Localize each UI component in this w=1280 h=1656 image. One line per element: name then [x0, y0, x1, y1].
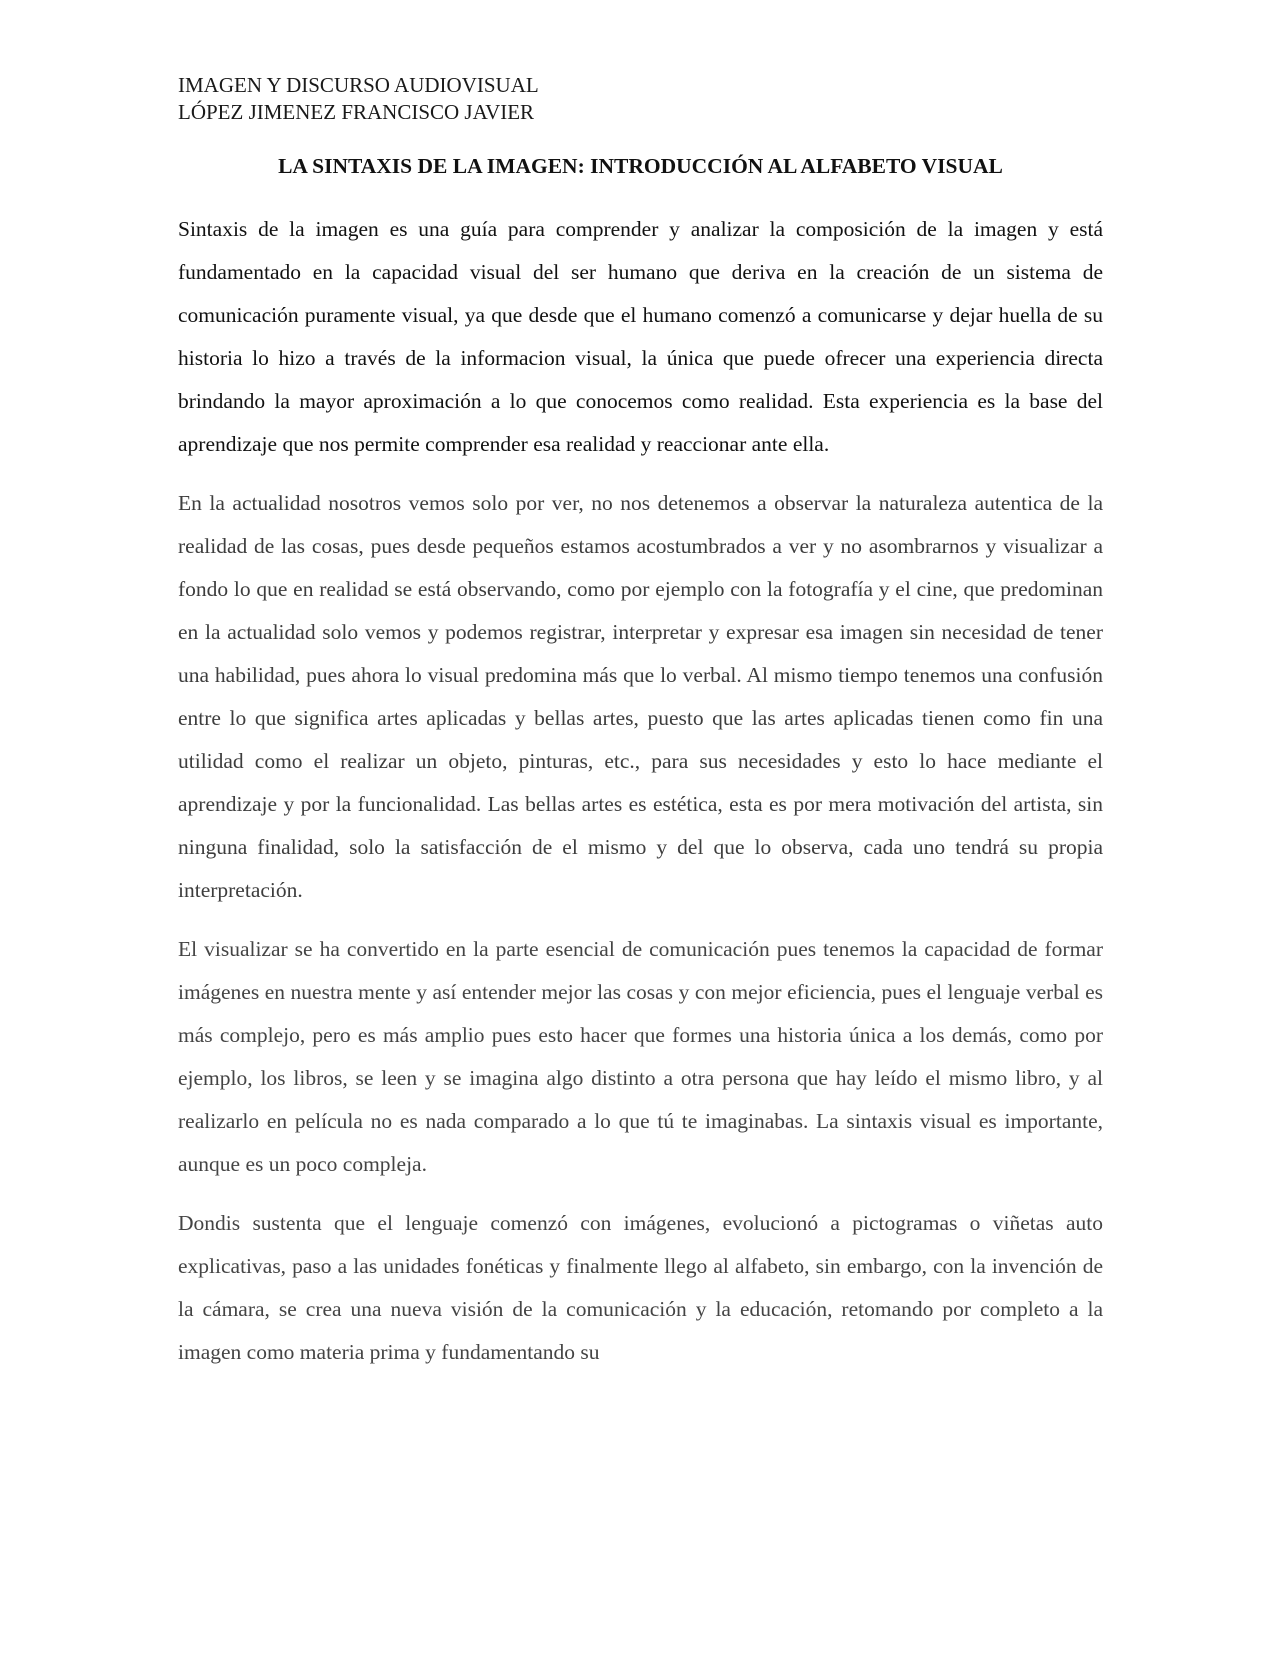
paragraph-2: En la actualidad nosotros vemos solo por ver, no nos detenemos a observar la naturaleza autentica de la realidad de las cosas, pues desde pequeños estamos acostumbrados a ver y no asombrarnos y visualizar a fondo lo que en realidad se está observando, como por ejemplo con la fotografía y el cine, que predominan en la actualidad solo vemos y podemos registrar, interpretar y expresar esa imagen sin necesidad de tener una habilidad, pues ahora lo visual predomina más que lo verbal. Al mismo tiempo tenemos una confusión entre lo que significa artes aplicadas y bellas artes, puesto que las artes aplicadas tienen como fin una utilidad como el realizar un objeto, pinturas, etc., para sus necesidades y esto lo hace mediante el aprendizaje y por la funcionalidad. Las bellas artes es estética, esta es por mera motivación del artista, sin ninguna finalidad, solo la satisfacción de el mismo y del que lo observa, cada uno tendrá su propia interpretación.	[178, 491, 1103, 902]
paragraph-3: El visualizar se ha convertido en la parte esencial de comunicación pues tenemos la capacidad de formar imágenes en nuestra mente y así entender mejor las cosas y con mejor eficiencia, pues el lenguaje verbal es más complejo, pero es más amplio pues esto hacer que formes una historia única a los demás, como por ejemplo, los libros, se leen y se imagina algo distinto a otra persona que hay leído el mismo libro, y al realizarlo en película no es nada comparado a lo que tú te imaginabas. La sintaxis visual es importante, aunque es un poco compleja.	[178, 937, 1103, 1176]
document-title: LA SINTAXIS DE LA IMAGEN: INTRODUCCIÓN AL ALFABETO VISUAL	[278, 154, 1003, 178]
author-name: LÓPEZ JIMENEZ FRANCISCO JAVIER	[178, 100, 535, 124]
paragraph-4: Dondis sustenta que el lenguaje comenzó con imágenes, evolucionó a pictogramas o viñetas auto explicativas, paso a las unidades fonéticas y finalmente llego al alfabeto, sin embargo, con la invención de la cámara, se crea una nueva visión de la comunicación y la educación, retomando por completo a la imagen como materia prima y fundamentando su	[178, 1211, 1103, 1364]
document-body	[178, 208, 1103, 1390]
document-header	[178, 72, 1103, 126]
course-name: IMAGEN Y DISCURSO AUDIOVISUAL	[178, 73, 539, 97]
paragraph-1: Sintaxis de la imagen es una guía para comprender y analizar la composición de la imagen y está fundamentado en la capacidad visual del ser humano que deriva en la creación de un sistema de comunicación puramente visual, ya que desde que el humano comenzó a comunicarse y dejar huella de su historia lo hizo a través de la informacion visual, la única que puede ofrecer una experiencia directa brindando la mayor aproximación a lo que conocemos como realidad. Esta experiencia es la base del aprendizaje que nos permite comprender esa realidad y reaccionar ante ella.	[178, 217, 1103, 456]
